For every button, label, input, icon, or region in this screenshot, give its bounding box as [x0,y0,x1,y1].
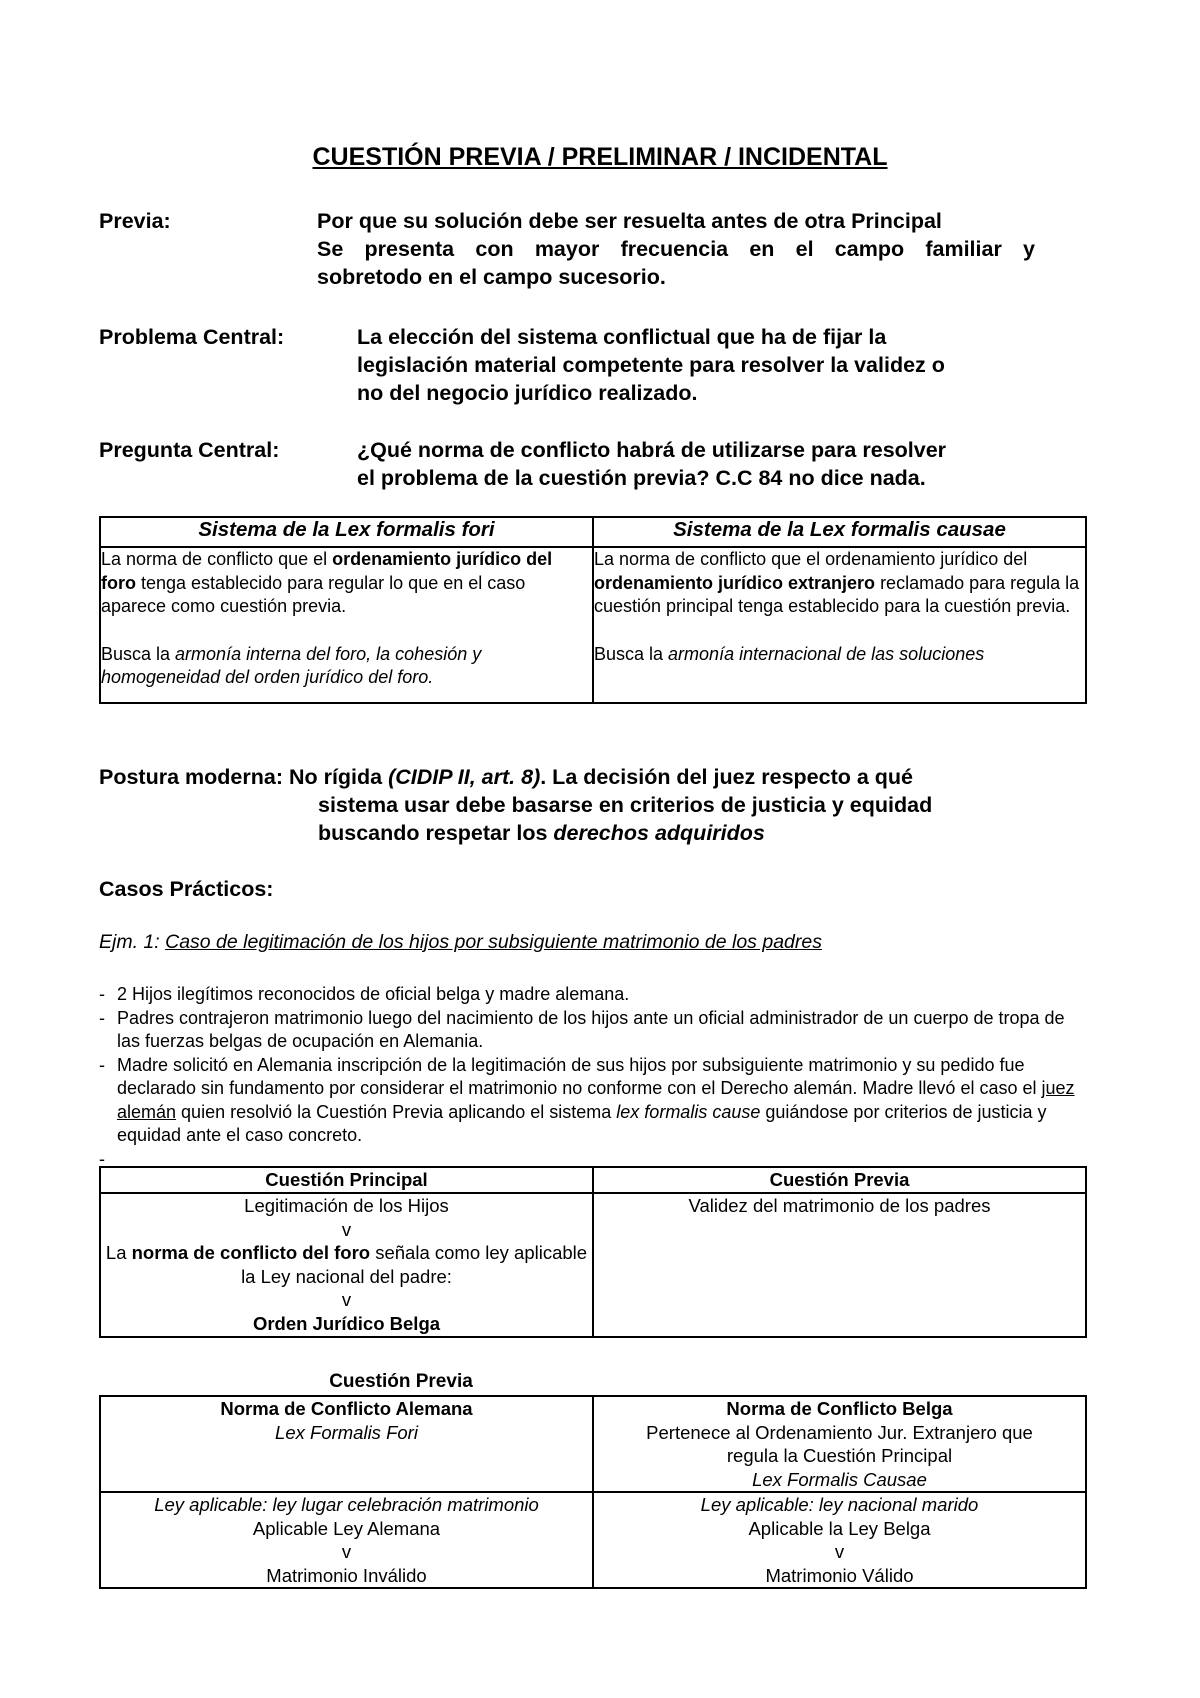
belga-result-cell [593,1492,1086,1588]
belga-sub: Lex Formalis Causae [752,1468,927,1490]
list-item: - Padres contrajeron matrimonio luego del nacimiento de los hijos ante un oficial administrador de un cuerpo de tropa de las fuerzas belgas de ocupación en Alemania. [99,1007,1079,1054]
arrow-down-icon: v [341,1289,352,1310]
previa-text [317,207,1035,291]
alemana-header: Norma de Conflicto Alemana [220,1398,473,1419]
text-run: quien resolvió la Cuestión Previa aplicando el sistema [176,1101,617,1122]
list-item [99,1054,1079,1148]
cuestion-previa-caption: Cuestión Previa [329,1371,473,1392]
normas-conflicto-table [99,1395,1087,1589]
arrow-down-icon: v [341,1218,352,1240]
sistemas-header-causae: Sistema de la Lex formalis causae [593,517,1086,547]
postura-section [99,763,1059,853]
page-title: CUESTIÓN PREVIA / PRELIMINAR / INCIDENTAL [312,143,888,171]
pregunta-section [99,436,1039,496]
postura-cite: (CIDIP II, art. 8) [388,765,541,789]
text-run-italic: armonía internacional de las soluciones [668,643,985,664]
text-run: guiándose por criterios de justicia y equidad ante el caso concreto. [117,1101,1047,1145]
problema-line: La elección del sistema conflictual que ha de fijar la [357,325,887,349]
arrow-down-icon: v [834,1541,845,1562]
ejemplo-title: Caso de legitimación de los hijos por subsiguiente matrimonio de los padres [165,931,822,953]
text-run-italic: lex formalis cause [616,1101,761,1122]
problema-label: Problema Central: [99,325,285,349]
text-run: La [105,1242,132,1263]
previa-line: sobretodo en el campo sucesorio. [317,265,666,289]
text-run: Madre solicitó en Alemania inscripción de la legitimación de sus hijos por subsiguiente matrimonio y su pedido fue declarado sin fundamento por considerar el matrimonio no conforme con el Derecho alemán. Madre llevó el caso el [117,1054,1042,1098]
problema-line: legislación material competente para resolver la validez o [357,353,945,377]
cell-line: Aplicable Ley Alemana [252,1517,441,1539]
list-item-dash: - [99,1148,105,1169]
ejemplo-prefix: Ejm. 1: [99,931,166,953]
text-run-italic: derechos adquiridos [553,821,765,845]
sistemas-header-fori: Sistema de la Lex formalis fori [100,517,593,547]
cuestion-principal-table [99,1166,1087,1338]
previa-cell [593,1193,1086,1337]
fori-definition [101,548,592,619]
cell-line: Matrimonio Válido [765,1564,914,1586]
text-run-underline: juez alemán [117,1078,1075,1122]
cell-line: Ley aplicable: ley nacional marido [700,1494,979,1515]
cell-line: Ley aplicable: ley lugar celebración matrimonio [154,1494,539,1515]
text-run: Busca la [101,643,176,664]
text-run: La norma de conflicto que el [101,549,333,569]
cell-line [101,1241,592,1288]
principal-cell [100,1193,593,1337]
previa-line: Por que su solución debe ser resuelta antes de otra Principal [317,209,942,233]
cell-line: Matrimonio Inválido [266,1564,427,1586]
postura-line3 [99,819,1059,847]
sistemas-cell-causae [593,547,1086,703]
facts-list [99,983,1079,1171]
list-item: - 2 Hijos ilegítimos reconocidos de oficial belga y madre alemana. [99,983,1079,1007]
cell-line: Aplicable la Ley Belga [748,1517,931,1539]
text-run-bold: ordenamiento jurídico del foro [101,549,553,593]
fori-goal [101,643,592,690]
principal-header: Cuestión Principal [100,1167,593,1193]
previa-label: Previa: [99,209,171,233]
text-run-italic: armonía interna del foro, la cohesión y homogeneidad del orden jurídico del foro. [101,643,482,687]
arrow-down-icon: v [341,1541,352,1562]
cell-line: Legitimación de los Hijos [244,1195,449,1216]
previa-header: Cuestión Previa [593,1167,1086,1193]
alemana-header-cell [100,1396,593,1492]
cell-line: Validez del matrimonio de los padres [688,1195,991,1216]
text-run: Busca la [594,643,669,664]
alemana-sub: Lex Formalis Fori [275,1421,418,1443]
pregunta-text [357,436,1037,492]
problema-text [357,323,1037,407]
pregunta-line: el problema de la cuestión previa? C.C 84 no dice nada. [357,466,926,490]
belga-header-cell [593,1396,1086,1492]
text-run-bold: norma de conflicto del foro [131,1242,371,1263]
casos-heading: Casos Prácticos: [99,877,274,901]
text-run: . La decisión del juez respecto a qué [540,765,914,789]
text-run: La norma de conflicto que el ordenamiento jurídico del [594,549,1028,569]
postura-line1 [99,763,1059,791]
causae-goal [594,643,1085,667]
pregunta-line: ¿Qué norma de conflicto habrá de utilizarse para resolver [357,438,947,462]
sistemas-cell-fori [100,547,593,703]
problema-section [99,323,1039,413]
cell-line: Orden Jurídico Belga [252,1312,441,1334]
causae-definition [594,548,1085,619]
alemana-result-cell [100,1492,593,1588]
previa-line: Se presenta con mayor frecuencia en el campo familiar y [317,237,1035,261]
sistemas-table [99,516,1087,704]
text-run-bold: ordenamiento jurídico extranjero [594,572,876,593]
text-run: reclamado para regula la cuestión principal tenga establecido para la cuestión previa. [594,572,1080,616]
text-run: buscando respetar los [318,821,554,845]
belga-header: Norma de Conflicto Belga [726,1398,953,1419]
text-run: tenga establecido para regular lo que en el caso aparece como cuestión previa. [101,572,526,616]
belga-desc: Pertenece al Ordenamiento Jur. Extranjero que regula la Cuestión Principal [646,1421,1033,1466]
pregunta-label: Pregunta Central: [99,438,280,462]
previa-section [99,207,1039,297]
postura-line2: sistema usar debe basarse en criterios de justicia y equidad [318,793,933,817]
postura-label: Postura moderna: No rígida [99,765,389,789]
ejemplo-heading [99,931,822,954]
problema-line: no del negocio jurídico realizado. [357,381,698,405]
text-run: señala como ley aplicable la Ley nacional del padre: [241,1242,588,1287]
